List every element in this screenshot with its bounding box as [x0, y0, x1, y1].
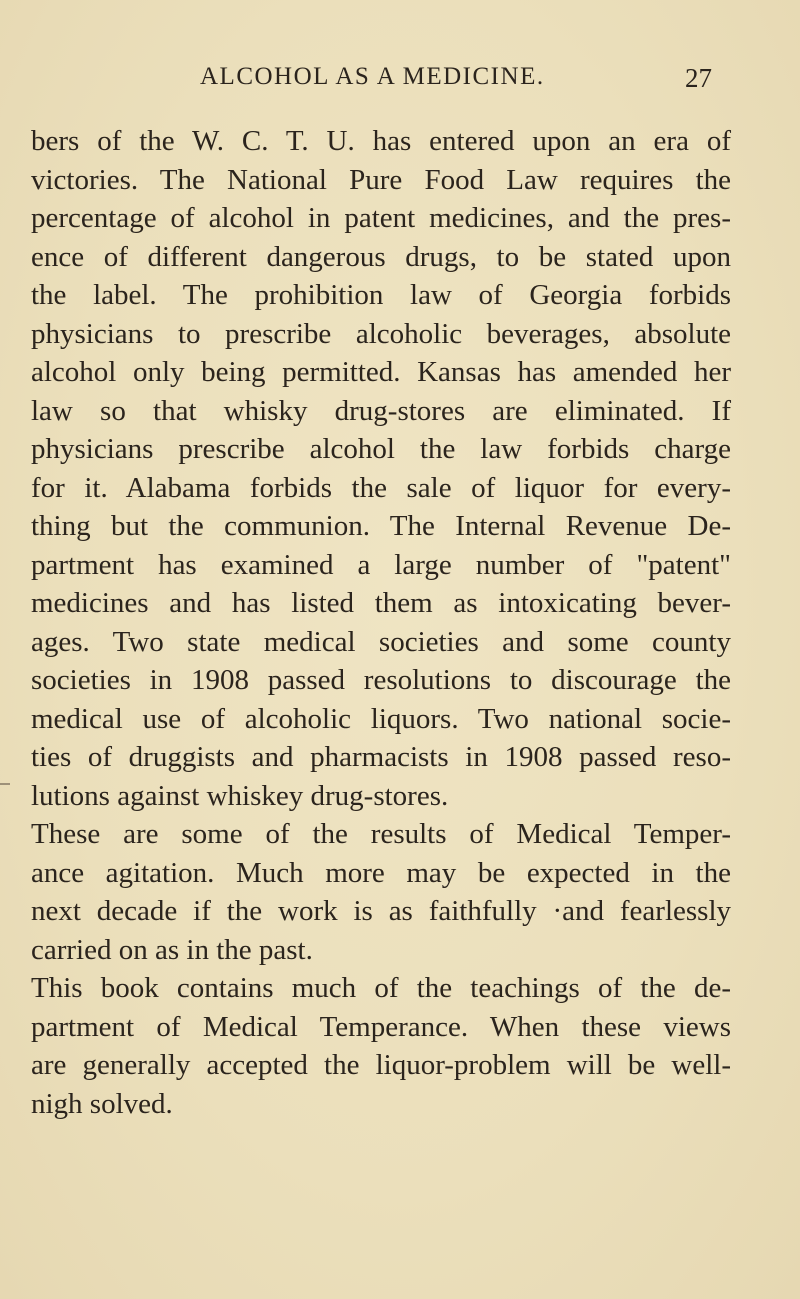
text-line: medicines and has listed them as intoxicating bever-	[31, 587, 731, 619]
text-line: bers of the W. C. T. U. has entered upon an era of	[31, 125, 731, 157]
text-line: partment of Medical Temperance. When these views	[31, 1010, 731, 1043]
text-line: the label. The prohibition law of Georgia forbids	[31, 279, 731, 311]
margin-mark	[0, 783, 10, 785]
text-line: victories. The National Pure Food Law requires the	[31, 163, 731, 196]
text-line: ance agitation. Much more may be expected in the	[31, 856, 731, 889]
body-text	[31, 122, 731, 1123]
text-line: next decade if the work is as faithfully ·and fearlessly	[31, 895, 731, 927]
text-line: physicians to prescribe alcoholic beverages, absolute	[31, 317, 731, 350]
text-line: societies in 1908 passed resolutions to discourage the	[31, 664, 731, 696]
text-line: lutions against whiskey drug-stores.	[31, 779, 449, 812]
text-line: ages. Two state medical societies and some county	[31, 625, 731, 658]
text-line: This book contains much of the teachings of the de-	[31, 972, 731, 1004]
text-line: thing but the communion. The Internal Revenue De-	[31, 510, 731, 542]
page-header	[0, 63, 800, 103]
running-head: ALCOHOL AS A MEDICINE.	[200, 63, 545, 90]
text-line: physicians prescribe alcohol the law forbids charge	[31, 433, 731, 465]
text-line: for it. Alabama forbids the sale of liquor for every-	[31, 471, 731, 504]
text-line: partment has examined a large number of "patent"	[31, 548, 731, 581]
page-number: 27	[685, 63, 712, 93]
text-line: nigh solved.	[31, 1087, 173, 1120]
text-line: are generally accepted the liquor-problem will be well-	[31, 1049, 731, 1081]
text-line: law so that whisky drug-stores are eliminated. If	[31, 394, 731, 427]
text-line: These are some of the results of Medical Temper-	[31, 818, 731, 850]
text-line: carried on as in the past.	[31, 933, 313, 966]
text-line: medical use of alcoholic liquors. Two national socie-	[31, 702, 731, 735]
text-line: ties of druggists and pharmacists in 1908 passed reso-	[31, 741, 731, 773]
text-line: alcohol only being permitted. Kansas has amended her	[31, 356, 731, 388]
text-line: ence of different dangerous drugs, to be stated upon	[31, 240, 731, 273]
text-line: percentage of alcohol in patent medicines, and the pres-	[31, 202, 731, 234]
